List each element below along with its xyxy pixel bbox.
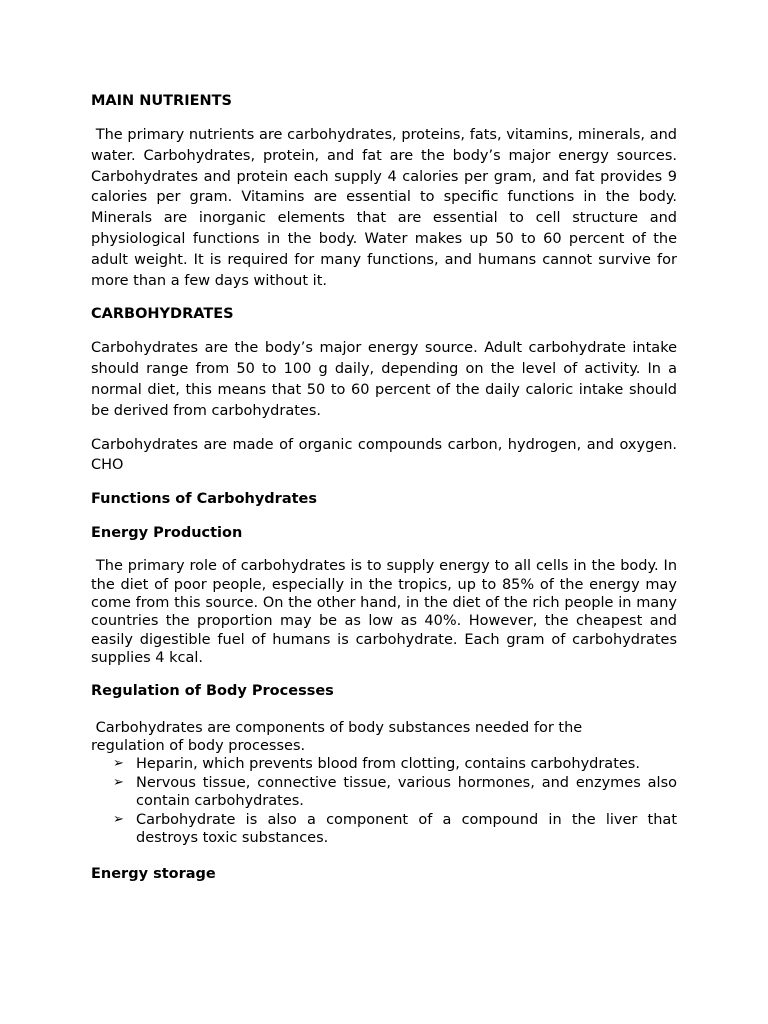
list-item — [91, 811, 677, 848]
paragraph-carbohydrates-1: Carbohydrates are the body’s major energy source. Adult carbohydrate intake should range from 50 to 100 g daily, depending on the level of activity. In a normal diet, this means that 50 to 60 percent of the daily caloric intake should be derived from carbohydrates. — [91, 340, 677, 419]
list-item — [91, 755, 677, 773]
arrow-bullet-icon: ➢ — [113, 811, 124, 827]
arrow-bullet-icon: ➢ — [113, 774, 124, 790]
heading-regulation: Regulation of Body Processes — [91, 682, 334, 699]
arrow-bullet-icon: ➢ — [113, 756, 124, 772]
list-item-text: Heparin, which prevents blood from clotting, contains carbohydrates. — [136, 756, 640, 773]
paragraph-energy-production: The primary role of carbohydrates is to supply energy to all cells in the body. In the diet of poor people, especially in the tropics, up to 85% of the energy may come from this source. On the other hand, in the diet of the rich people in many countries the proportion may be as low as 40%. However, the cheapest and easily digestible fuel of humans is carbohydrate. Each gram of carbohydrates supplies 4 kcal. — [91, 558, 682, 667]
paragraph-main-nutrients: The primary nutrients are carbohydrates, proteins, fats, vitamins, minerals, and water. Carbohydrates, protein, and fat are the body’s major energy sources. Carbohydrates and protein each supply 4 calories per gram, and fat provides 9 calories per gram. Vitamins are essential to specific functions in the body. Minerals are inorganic elements that are essential to cell structure and physiological functions in the body. Water makes up 50 to 60 percent of the adult weight. It is required for many functions, and humans cannot survive for more than a few days without it. — [91, 127, 682, 289]
paragraph-carbohydrates-2: Carbohydrates are made of organic compounds carbon, hydrogen, and oxygen. CHO — [91, 436, 677, 474]
heading-energy-production: Energy Production — [91, 525, 243, 542]
list-item — [91, 774, 677, 811]
bullet-list-regulation — [91, 755, 677, 847]
heading-energy-storage: Energy storage — [91, 866, 216, 883]
heading-carbohydrates: CARBOHYDRATES — [91, 306, 234, 323]
list-item-text: Nervous tissue, connective tissue, various hormones, and enzymes also contain carbohydrates. — [136, 774, 677, 810]
heading-main-nutrients: MAIN NUTRIENTS — [91, 93, 232, 109]
heading-functions: Functions of Carbohydrates — [91, 491, 318, 508]
document-page — [91, 91, 682, 898]
paragraph-regulation-intro: Carbohydrates are components of body substances needed for the regulation of body processes. — [91, 719, 587, 754]
list-item-text: Carbohydrate is also a component of a compound in the liver that destroys toxic substances. — [136, 811, 677, 847]
